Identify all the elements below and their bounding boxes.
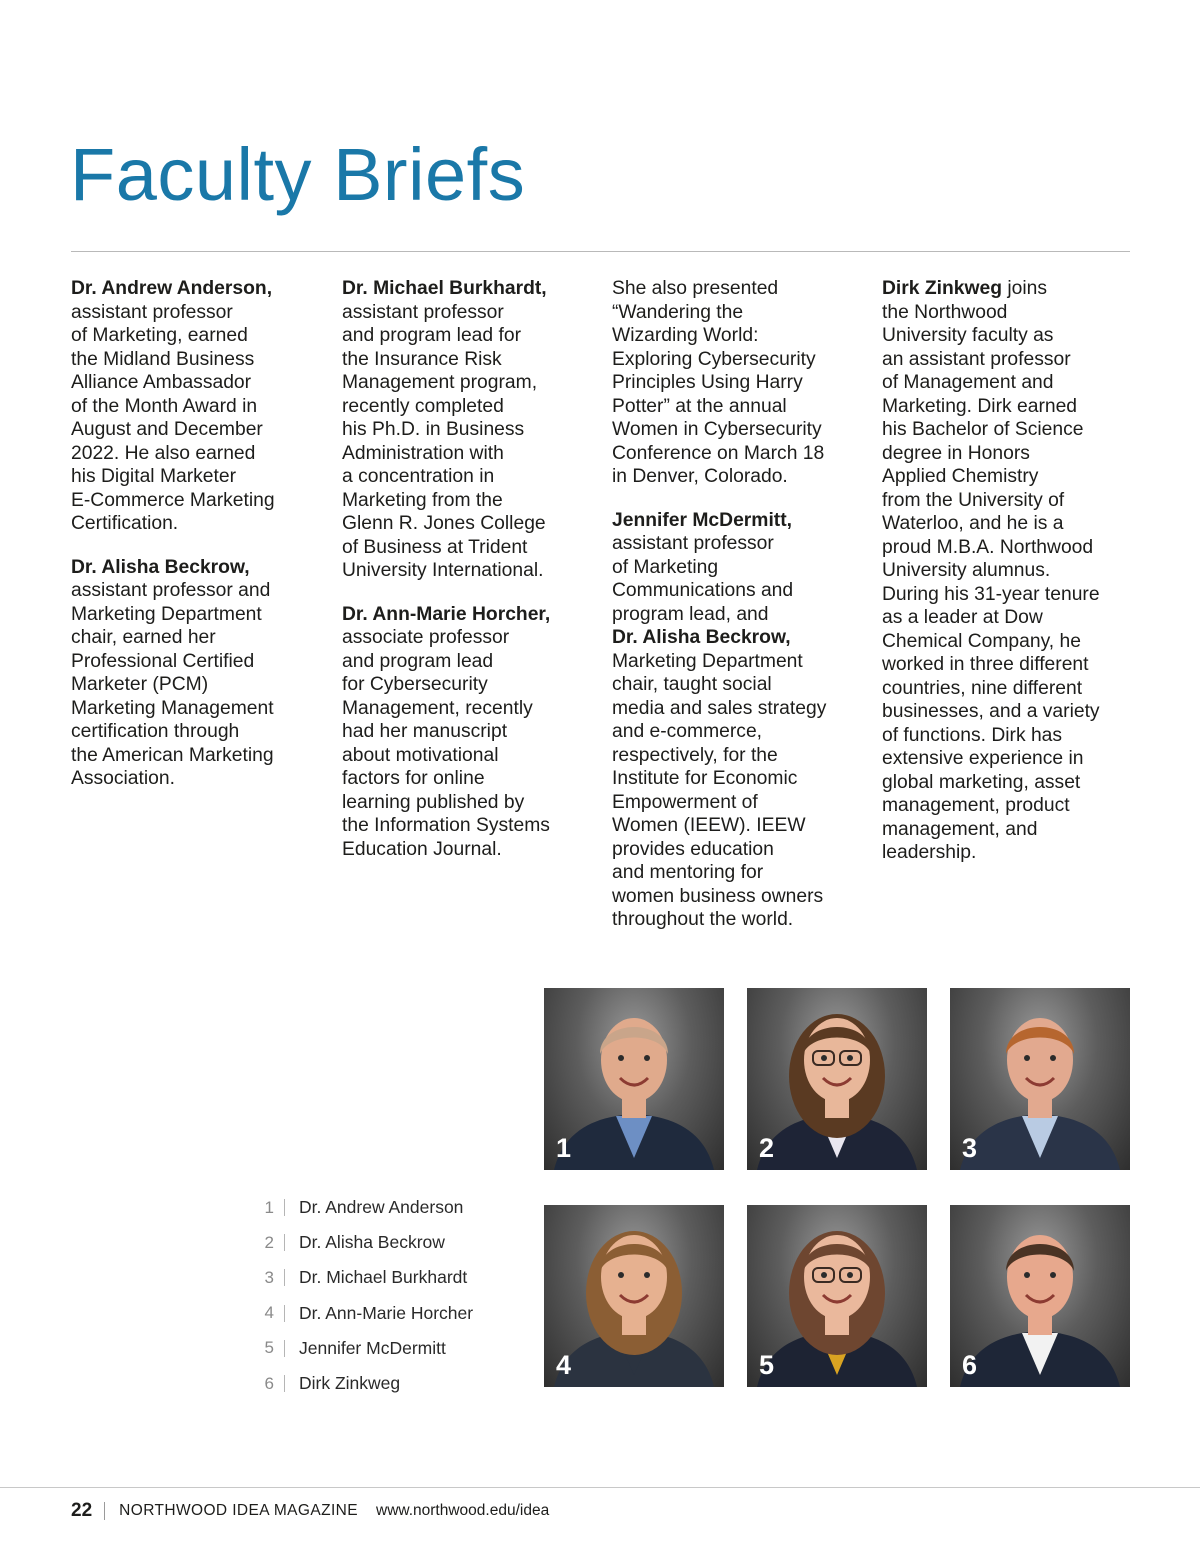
article-column-1	[71, 277, 321, 811]
photo-beckrow	[747, 988, 927, 1170]
legend-divider	[284, 1305, 285, 1322]
eye-shape	[644, 1055, 650, 1061]
eye-shape	[1024, 1055, 1030, 1061]
page-footer	[71, 1499, 549, 1523]
legend-item	[250, 1366, 473, 1401]
eye-shape	[847, 1272, 853, 1278]
eye-shape	[618, 1055, 624, 1061]
page-title: Faculty Briefs	[70, 133, 526, 216]
brief-zinkweg	[882, 277, 1132, 865]
legend-name: Dr. Michael Burkhardt	[299, 1267, 468, 1288]
legend-item	[250, 1260, 473, 1295]
brief-text: assistant professor of Marketing Communications and program lead, and	[612, 533, 794, 625]
legend-number: 3	[264, 1267, 274, 1287]
photo-number: 2	[759, 1133, 775, 1163]
brief-text: Marketing Department chair, taught social media and sales strategy and e-commerce, respectively, for the Institute for Economic Empowerment of Women (IEEW). IEEW provides education and mentoring for women business owners throughout the world.	[612, 650, 827, 930]
eye-shape	[644, 1272, 650, 1278]
brief-name: Jennifer McDermitt,	[612, 509, 792, 531]
brief-name: Dr. Andrew Anderson,	[71, 278, 273, 299]
brief-name: Dr. Alisha Beckrow,	[71, 556, 250, 578]
legend-divider	[284, 1340, 285, 1357]
legend-name: Dirk Zinkweg	[299, 1373, 401, 1394]
legend-number: 2	[264, 1232, 274, 1252]
legend-divider	[284, 1234, 285, 1251]
article-column-4	[882, 277, 1132, 885]
eye-shape	[821, 1272, 827, 1278]
eye-shape	[618, 1272, 624, 1278]
legend-item	[250, 1190, 473, 1225]
article-column-2	[342, 277, 592, 881]
eye-shape	[1024, 1272, 1030, 1278]
eye-shape	[847, 1055, 853, 1061]
legend-number: 1	[264, 1197, 274, 1217]
brief-name: Dr. Ann-Marie Horcher,	[342, 603, 551, 625]
legend-number: 4	[264, 1303, 274, 1323]
brief-text: assistant professor and Marketing Department chair, earned her Professional Certified Marketer (PCM) Marketing Management certification through the American Marketing Association.	[71, 580, 274, 789]
legend-item	[250, 1331, 473, 1366]
legend-divider	[284, 1269, 285, 1286]
footer-separator	[104, 1502, 105, 1520]
brief-name: Dirk Zinkweg	[882, 278, 1002, 299]
brief-text: assistant professor of Marketing, earned the Midland Business Alliance Ambassador of the Month Award in August and December 2022. He also earned his Digital Marketer E-Commerce Marketing Certification.	[71, 301, 275, 534]
brief-name: Dr. Michael Burkhardt,	[342, 278, 547, 299]
legend-divider	[284, 1199, 285, 1216]
page-number: 22	[71, 1500, 93, 1521]
brief-name: Dr. Alisha Beckrow,	[612, 627, 791, 648]
eye-shape	[821, 1055, 827, 1061]
legend-name: Jennifer McDermitt	[299, 1337, 446, 1358]
brief-anderson	[71, 277, 321, 536]
photo-number: 4	[556, 1350, 572, 1380]
brief-text: assistant professor and program lead for the Insurance Risk Management program, recently completed his Ph.D. in Business Administration with a concentration in Marketing from the Glenn R. Jones College of Business at Trident University International.	[342, 301, 546, 581]
photo-horcher	[544, 1205, 724, 1387]
legend-name: Dr. Ann-Marie Horcher	[299, 1302, 474, 1323]
photo-anderson	[544, 988, 724, 1170]
title-divider	[71, 251, 1130, 252]
brief-text: She also presented “Wandering the Wizarding World: Exploring Cybersecurity Principles Using Harry Potter” at the annual Women in Cybersecurity Conference on March 18 in Denver, Colorado.	[612, 278, 825, 487]
legend-divider	[284, 1375, 285, 1392]
photo-zinkweg	[950, 1205, 1130, 1387]
brief-text: joins the Northwood University faculty as an assistant professor of Management and Marketing. Dirk earned his Bachelor of Science degree in Honors Applied Chemistry from the University of Waterloo, and he is a proud M.B.A. Northwood University alumnus. During his 31-year tenure as a leader at Dow Chemical Company, he worked in three different countries, nine different businesses, and a variety of functions. Dirk has extensive experience in global marketing, asset management, product management, and leadership.	[882, 278, 1100, 863]
magazine-name: NORTHWOOD IDEA MAGAZINE	[119, 1502, 358, 1519]
photo-number: 5	[759, 1350, 775, 1380]
legend-name: Dr. Andrew Anderson	[299, 1197, 464, 1218]
photo-mcdermitt	[747, 1205, 927, 1387]
brief-mcdermitt	[612, 509, 862, 932]
brief-burkhardt	[342, 277, 592, 583]
legend-number: 5	[264, 1338, 274, 1358]
brief-horcher-continued	[612, 277, 862, 489]
legend-item	[250, 1296, 473, 1331]
magazine-url[interactable]: www.northwood.edu/idea	[376, 1502, 550, 1519]
photo-burkhardt	[950, 988, 1130, 1170]
footer-divider	[0, 1487, 1200, 1488]
photo-legend	[250, 1190, 473, 1401]
photo-number: 3	[962, 1133, 978, 1163]
eye-shape	[1050, 1272, 1056, 1278]
legend-item	[250, 1225, 473, 1260]
brief-beckrow	[71, 556, 321, 791]
photo-number: 6	[962, 1350, 978, 1380]
article-column-3	[612, 277, 862, 952]
legend-number: 6	[264, 1373, 274, 1393]
photo-number: 1	[556, 1133, 572, 1163]
brief-horcher	[342, 603, 592, 862]
legend-name: Dr. Alisha Beckrow	[299, 1232, 445, 1253]
eye-shape	[1050, 1055, 1056, 1061]
brief-text: associate professor and program lead for Cybersecurity Management, recently had her manuscript about motivational factors for online learning published by the Information Systems Education Journal.	[342, 627, 550, 860]
